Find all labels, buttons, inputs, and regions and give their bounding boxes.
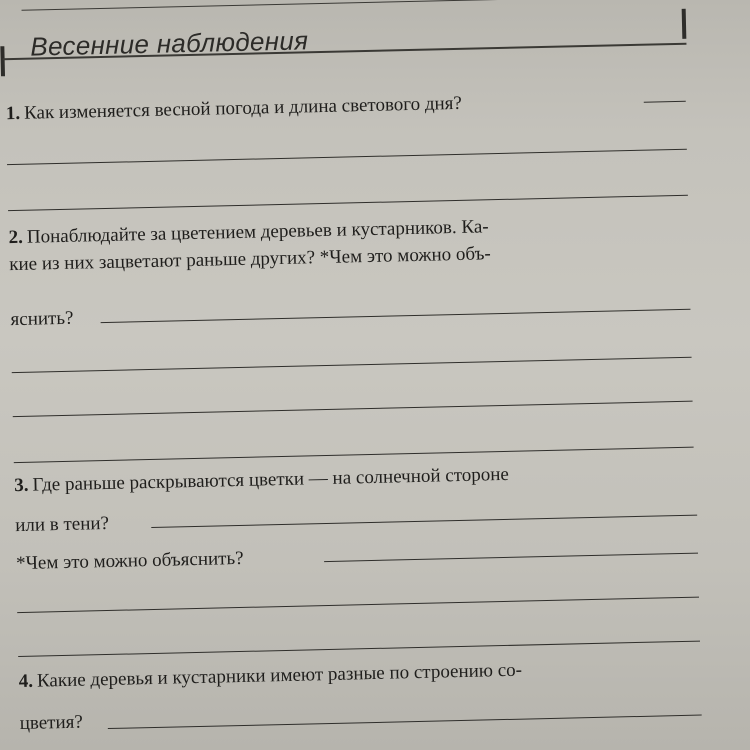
answer-line-3d[interactable] (18, 641, 700, 657)
question-3-text-line-3: *Чем это можно объяснить? (15, 547, 244, 575)
answer-line-1c[interactable] (8, 195, 688, 211)
question-3-text-line-2: или в тени? (14, 512, 110, 537)
header-right-bar (682, 9, 687, 39)
header-left-bar (0, 46, 5, 76)
question-2-text-line-1: Понаблюдайте за цветением деревьев и кустарников. Ка- (26, 216, 489, 248)
question-3 (14, 461, 509, 499)
question-4-text-line-1: Какие деревья и кустарники имеют разные по строению со- (36, 659, 523, 692)
answer-line-2d[interactable] (14, 447, 694, 463)
question-1-number: 1. (5, 102, 21, 125)
answer-line-3c[interactable] (17, 597, 699, 613)
answer-line-2c[interactable] (13, 401, 693, 417)
answer-line-1a[interactable] (644, 101, 686, 103)
answer-line-4a[interactable] (108, 715, 702, 729)
answer-line-1b[interactable] (7, 149, 687, 165)
question-2-number: 2. (8, 226, 24, 249)
question-4-text-line-2: цветия? (19, 711, 84, 735)
question-1 (6, 90, 463, 127)
answer-line-2a[interactable] (101, 309, 691, 323)
question-4-number: 4. (18, 670, 34, 693)
section-title: Весенние наблюдения (30, 25, 309, 62)
question-2-text-line-3: яснить? (10, 307, 74, 331)
top-rule (22, 0, 682, 11)
answer-line-3b[interactable] (324, 553, 698, 562)
question-4 (18, 657, 522, 695)
question-2 (8, 213, 491, 278)
question-3-text-line-1: Где раньше раскрываются цветки — на солнечной стороне (32, 463, 510, 496)
question-1-text-line-1: Как изменяется весной погода и длина светового дня? (23, 92, 463, 124)
answer-line-2b[interactable] (12, 357, 692, 373)
answer-line-3a[interactable] (151, 515, 697, 528)
question-2-text-line-2: кие из них зацветают раньше других? *Чем это можно объ- (9, 243, 491, 276)
question-3-number: 3. (14, 474, 29, 497)
